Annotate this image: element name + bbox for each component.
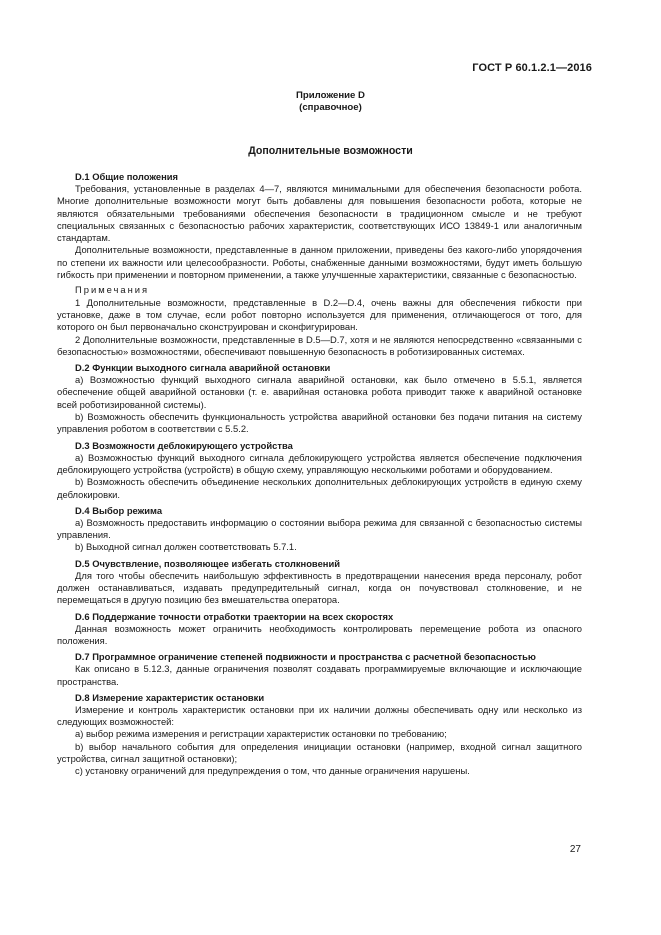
paragraph: Данная возможность может ограничить необходимость контролировать перемещение робота из опасного положения.	[57, 622, 582, 646]
standard-designation: ГОСТ Р 60.1.2.1—2016	[472, 62, 592, 74]
paragraph: Требования, установленные в разделах 4—7, являются минимальными для обеспечения безопасности робота. Многие дополнительные возможности могут быть добавлены для повышения безопасности робота, которые не являются обязательными требованиями обеспечения безопасности в традиционном смысле и не требуют специальных связанных с безопасностью рабочих характеристик, соответствующих ИСО 13849-1 или аналогичным стандартам.	[57, 183, 582, 244]
paragraph: Дополнительные возможности, представленные в данном приложении, приведены без какого-либо упорядочения по степени их важности или целесообразности. Роботы, снабженные данными возможностями, будут иметь большую гибкость при применении и повторном применении, а также улучшенные характеристики, связанные с безопасностью.	[57, 244, 582, 281]
body-content	[57, 170, 582, 778]
section-heading-d5: D.5 Очувствление, позволяющее избегать столкновений	[75, 557, 340, 569]
section-heading-d6: D.6 Поддержание точности отработки траектории на всех скоростях	[75, 610, 394, 622]
note-item: 2 Дополнительные возможности, представленные в D.5—D.7, хотя и не являются непосредственно «связанными с безопасностью» возможностями, обеспечивают повышенную безопасность в роботизированных системах.	[57, 333, 582, 357]
section-heading-d2: D.2 Функции выходного сигнала аварийной остановки	[75, 362, 331, 374]
list-item: b) Возможность обеспечить функциональность устройства аварийной остановки без подачи питания на систему управления роботом в соответствии с 5.5.2.	[57, 411, 582, 435]
paragraph: Измерение и контроль характеристик остановки при их наличии должны обеспечивать одну или несколько из следующих возможностей:	[57, 703, 582, 728]
list-item: a) Возможностью функций выходного сигнала аварийной остановки, как было отмечено в 5.5.1, является обеспечение общей аварийной остановки (т. е. аварийная остановка робота приводит также к аварийной остановке всей роботизированной системы).	[57, 374, 582, 410]
main-title: Дополнительные возможности	[248, 145, 413, 157]
notes-heading: Примечания	[75, 284, 150, 296]
list-item: b) выбор начального события для определения инициации остановки (например, входной сигнал защитного устройства, сигнал защитной остановки);	[57, 740, 582, 764]
list-item: a) выбор режима измерения и регистрации характеристик остановки по требованию;	[75, 728, 447, 740]
section-heading-d4: D.4 Выбор режима	[75, 504, 163, 516]
annex-heading	[0, 90, 661, 114]
section-heading-d8: D.8 Измерение характеристик остановки	[75, 691, 265, 703]
note-item: 1 Дополнительные возможности, представленные в D.2—D.4, очень важны для обеспечения гибкости при установке, даже в том случае, если робот повторно используется для применения, отличающегося от того, для которого он был первоначально сконструирован и сконфигурирован.	[57, 296, 582, 333]
list-item: b) Выходной сигнал должен соответствовать 5.7.1.	[75, 541, 297, 553]
page-number: 27	[569, 844, 581, 855]
paragraph: Для того чтобы обеспечить наибольшую эффективность в предотвращении нанесения вреда персоналу, робот должен останавливаться, издавать предупредительный сигнал, когда он почувствовал столкновение, и не перемещаться в другую позицию без вмешательства оператора.	[57, 569, 582, 606]
list-item: a) Возможность предоставить информацию о состоянии выбора режима для связанной с безопасностью системы управления.	[57, 516, 582, 541]
paragraph: Как описано в 5.12.3, данные ограничения позволят создавать программируемые включающие и исключающие пространства.	[57, 663, 582, 687]
section-heading-d3: D.3 Возможности деблокирующего устройства	[75, 439, 293, 451]
section-heading-d1: D.1 Общие положения	[75, 171, 178, 182]
list-item: a) Возможностью функций выходного сигнала деблокирующего устройства является обеспечение подключения деблокирующего устройства (устройств) в общую схему, управляющую несколькими роботами и оборудованием.	[57, 451, 582, 475]
section-heading-d7: D.7 Программное ограничение степеней подвижности и пространства с расчетной безопасностью	[75, 651, 536, 663]
annex-subtitle: (справочное)	[299, 102, 362, 113]
annex-title: Приложение D	[296, 90, 365, 101]
list-item: b) Возможность обеспечить объединение нескольких дополнительных деблокирующих устройств в единую схему деблокировки.	[57, 476, 582, 500]
list-item: c) установку ограничений для предупреждения о том, что данные ограничения нарушены.	[75, 765, 470, 777]
